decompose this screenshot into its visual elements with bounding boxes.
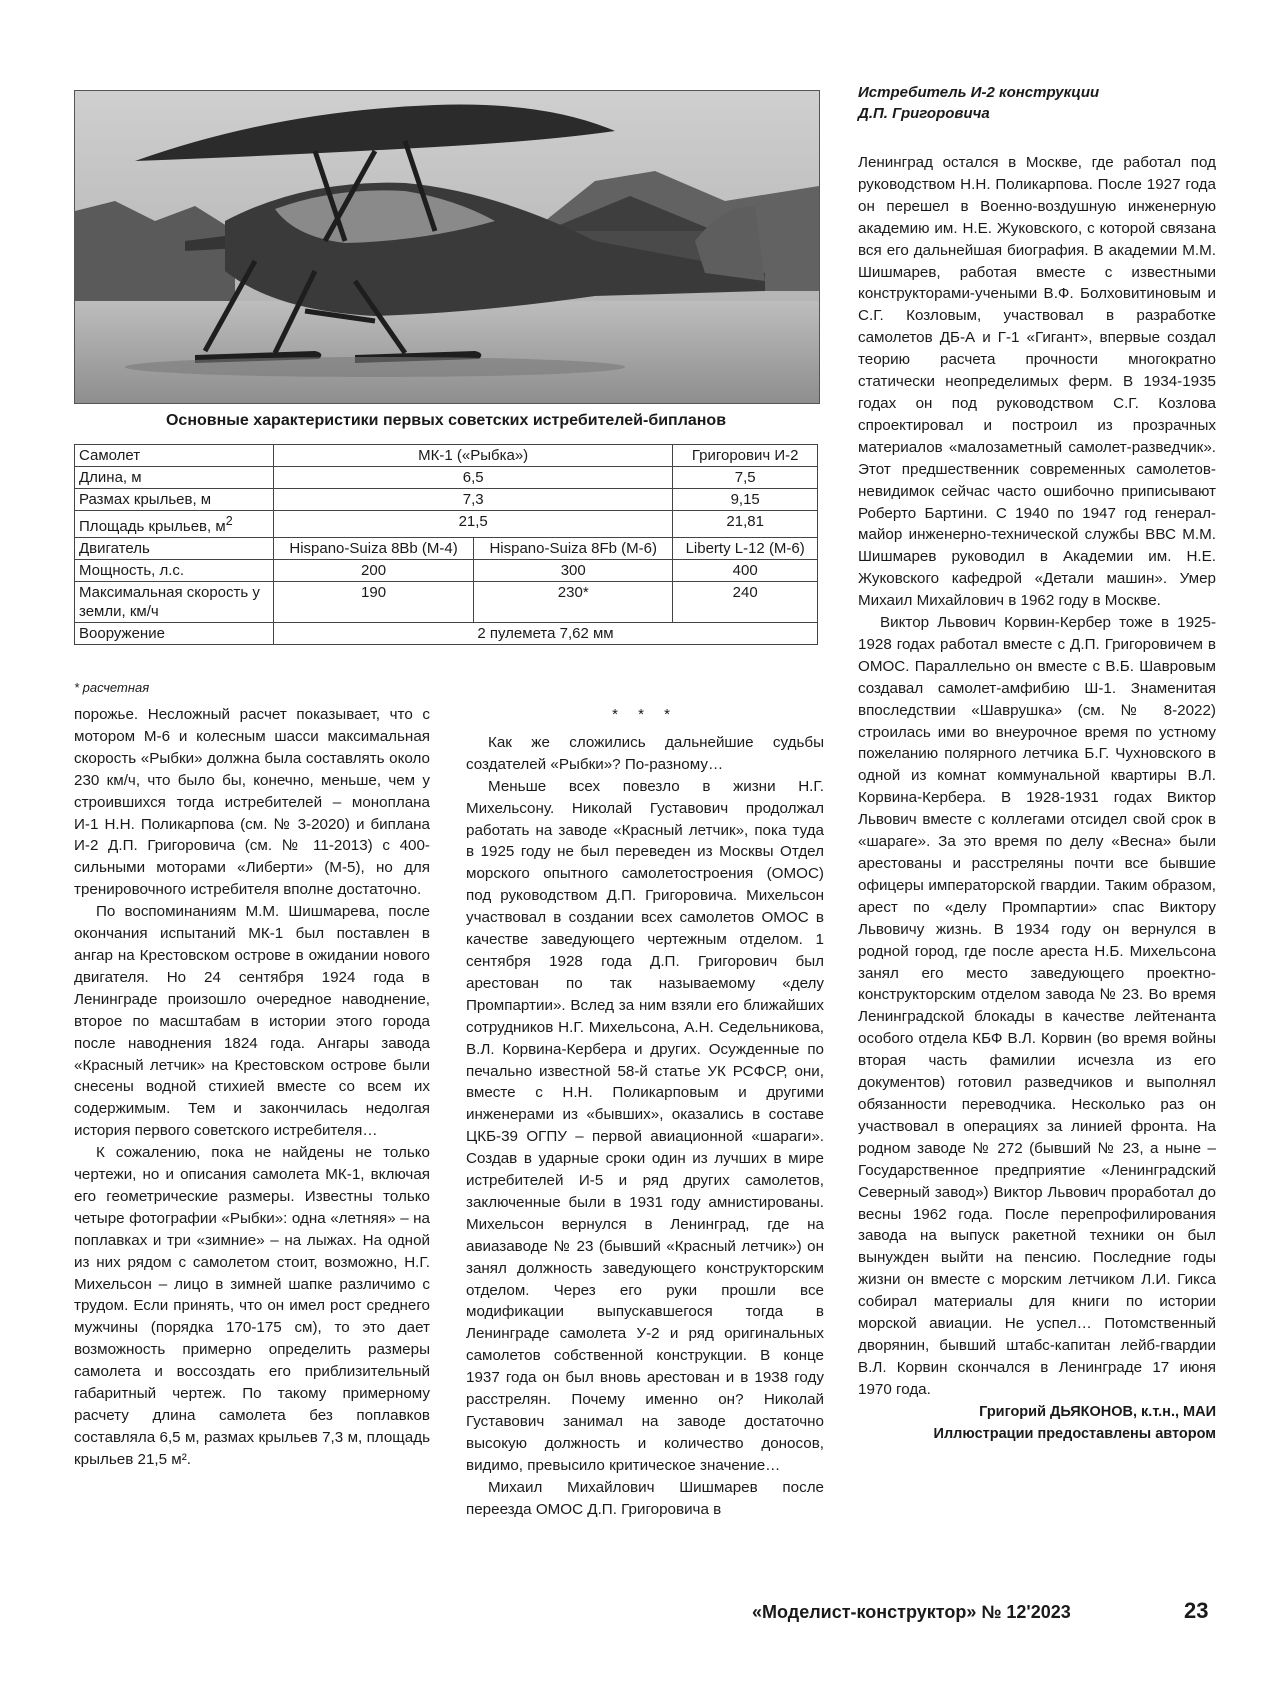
cell-mk1: 21,5 bbox=[274, 511, 673, 538]
table-row bbox=[75, 623, 818, 645]
table-title: Основные характеристики первых советских истребителей-бипланов bbox=[165, 412, 727, 429]
caption-line-2: Д.П. Григоровича bbox=[858, 105, 990, 122]
cell-mk1-a: Hispano-Suiza 8Bb (М-4) bbox=[274, 538, 474, 560]
table-row bbox=[75, 560, 818, 582]
text-column-1 bbox=[74, 704, 430, 1471]
row-label-sup: 2 bbox=[225, 514, 233, 528]
cell-mk1-b: 230* bbox=[474, 582, 673, 623]
table-row bbox=[75, 445, 818, 467]
spec-table bbox=[74, 444, 818, 645]
cell-i2: 240 bbox=[673, 582, 818, 623]
row-label: Вооружение bbox=[75, 623, 274, 645]
row-label bbox=[75, 511, 274, 538]
cell-i2: 9,15 bbox=[673, 489, 818, 511]
illustration-credits: Иллюстрации предоставлены автором bbox=[933, 1425, 1216, 1442]
text-column-2 bbox=[466, 704, 824, 1521]
table-row bbox=[75, 538, 818, 560]
cell-all: 2 пулемета 7,62 мм bbox=[274, 623, 818, 645]
cell-i2: 7,5 bbox=[673, 467, 818, 489]
cell-i2: 400 bbox=[673, 560, 818, 582]
cell-mk1: 7,3 bbox=[274, 489, 673, 511]
section-divider: * * * bbox=[612, 706, 678, 723]
paragraph: Ленинград остался в Москве, где работал под руководством Н.Н. Поликарпова. После 1927 года он перешел в Военно-воздушную инженерную академию им. Н.Е. Жуковского, с которой связана вся его дальнейшая биография. В академии М.М. Шишмарев, работая вместе с известными конструкторами-учеными В.Ф. Болховитиновым и С.Г. Козловым, участвовал в разработке самолетов ДБ-А и Г-1 «Гигант», впервые создал теорию расчета прочности многократно статически неопределимых ферм. В 1934-1935 годах он под руководством С.Г. Козлова спроектировал и построил из прозрачных материалов «малозаметный самолет-разведчик». Этот предшественник современных самолетов-невидимок сейчас часто ошибочно приписывают Роберто Бартини. С 1940 по 1947 год генерал-майор инженерно-технической службы ВВС М.М. Шишмарев руководил в Академии им. Н.Е. Жуковского кафедрой «Детали машин». Умер Михаил Михайлович в 1962 году в Москве. bbox=[858, 154, 1216, 610]
row-label: Длина, м bbox=[75, 467, 274, 489]
journal-title: «Моделист-конструктор» № 12'2023 bbox=[752, 1602, 1071, 1622]
text-column-3 bbox=[858, 152, 1216, 1445]
row-label-text: Площадь крыльев, м bbox=[79, 518, 226, 535]
cell-i2: Григорович И-2 bbox=[673, 445, 818, 467]
cell-mk1-a: 200 bbox=[274, 560, 474, 582]
table-footnote: * расчетная bbox=[74, 680, 150, 695]
author-signature: Григорий ДЬЯКОНОВ, к.т.н., МАИ bbox=[979, 1403, 1216, 1420]
paragraph: Михаил Михайлович Шишмарев после переезда ОМОС Д.П. Григоровича в bbox=[466, 1478, 824, 1518]
biplane-photo-image bbox=[75, 91, 819, 403]
cell-i2: Liberty L-12 (М-6) bbox=[673, 538, 818, 560]
table-row bbox=[75, 582, 818, 623]
paragraph: Меньше всех повезло в жизни Н.Г. Михельсону. Николай Густавович продолжал работать на заводе «Красный летчик», пока туда в 1925 году не был переведен из Москвы Отдел морского опытного самолетостроения (ОМОС) под руководством Д.П. Григоровича. Михельсон участвовал в создании всех самолетов ОМОС в качестве заведующего чертежным отделом. 1 сентября 1928 года Д.П. Григорович был арестован по так называемому «делу Промпартии». Вслед за ним взяли его ближайших сотрудников Н.Г. Михельсона, А.Н. Седельникова, В.Л. Корвина-Кербера и других. Осужденные по печально известной 58-й статье УК РСФСР, они, вместе с Н.Н. Поликарповым и другими инженерами из «бывших», оказались в составе ЦКБ-39 ОГПУ – первой авиационной «шараги». Создав в ударные сроки один из лучших в мире истребителей И-5 и ряд других самолетов, заключенные были в 1931 году амнистированы. Михельсон вернулся в Ленинград, где на авиазаводе № 23 (бывший «Красный летчик») он занял должность заведующего конструкторским отделом. Через его руки прошли все модификации выпускавшегося тогда в Ленинграде самолета У-2 и ряд оригинальных самолетов собственной конструкции. В конце 1937 года он был вновь арестован и в 1938 году расстрелян. Почему именно он? Николай Густавович занимал на заводе достаточно высокую должность и количество доносов, видимо, превысило критическое значение… bbox=[466, 777, 824, 1474]
photo-caption bbox=[858, 82, 1198, 124]
table-row bbox=[75, 467, 818, 489]
cell-mk1-b: 300 bbox=[474, 560, 673, 582]
page-number: 23 bbox=[1184, 1598, 1209, 1623]
table-row bbox=[75, 511, 818, 538]
paragraph: Как же сложились дальнейшие судьбы создателей «Рыбки»? По-разному… bbox=[466, 733, 824, 773]
paragraph: Виктор Львович Корвин-Кербер тоже в 1925-1928 годах работал вместе с Д.П. Григоровичем в ОМОС. Параллельно он вместе с В.Б. Шавровым создавал самолет-амфибию Ш-1. Знаменитая впоследствии «Шаврушка» (см. № 8-2022) строилась ими во внеурочное время по устному пожеланию полярного летчика Б.Г. Чухновского в одной из комнат коммунальной квартиры В.Л. Корвина-Кербера. В 1928-1931 годах Виктор Львович вместе с коллегами отсидел свой срок в «шараге». За это время по делу «Весна» были арестованы и расстреляны почти все бывшие офицеры императорской гвардии. Таким образом, арест по «делу Промпартии» спас Виктору Львовичу жизнь. В 1934 году он вернулся в родной город, где после ареста Н.Б. Михельсона занял его место заведующего проектно-конструкторским отделом завода № 23. Во время Ленинградской блокады в качестве лейтенанта особого отдела КБФ В.Л. Корвин (во время войны вторая часть фамилии исчезла из его документов) готовил разведчиков и выполнял обязанности переводчика. Несколько раз он участвовал в операциях за линией фронта. На родном заводе № 272 (бывший № 23, а ныне – Государственное предприятие «Ленинградский Северный завод») Виктор Львович проработал до весны 1962 года. После перепрофилирования завода на выпуск ракетной техники он был вынужден выйти на пенсию. Последние годы жизни он вместе с морским летчиком Л.И. Гикса собирал материалы для книги по истории морской авиации. Не успел… Потомственный дворянин, бывший штабс-капитан лейб-гвардии В.Л. Корвин скончался в Ленинграде 17 июня 1970 года. bbox=[858, 614, 1216, 1398]
row-label: Самолет bbox=[75, 445, 274, 467]
row-label: Мощность, л.с. bbox=[75, 560, 274, 582]
row-label: Максимальная скорость у земли, км/ч bbox=[75, 582, 274, 623]
biplane-photo bbox=[74, 90, 820, 404]
caption-line-1: Истребитель И-2 конструкции bbox=[858, 84, 1100, 101]
cell-i2: 21,81 bbox=[673, 511, 818, 538]
cell-mk1-a: 190 bbox=[274, 582, 474, 623]
row-label: Размах крыльев, м bbox=[75, 489, 274, 511]
cell-mk1: МК-1 («Рыбка») bbox=[274, 445, 673, 467]
row-label: Двигатель bbox=[75, 538, 274, 560]
paragraph: По воспоминаниям М.М. Шишмарева, после окончания испытаний МК-1 был поставлен в ангар на Крестовском острове в ожидании нового двигателя. Но 24 сентября 1924 года в Ленинграде произошло очередное наводнение, второе по масштабам в истории этого города после наводнения 1824 года. Ангары завода «Красный летчик» на Крестовском острове были снесены водной стихией вместе со всем их содержимым. Тем и закончилась недолгая история первого советского истребителя… bbox=[74, 903, 430, 1140]
cell-mk1: 6,5 bbox=[274, 467, 673, 489]
paragraph: К сожалению, пока не найдены не только чертежи, но и описания самолета МК-1, включая его геометрические размеры. Известны только четыре фотографии «Рыбки»: одна «летняя» – на поплавках и три «зимние» – на лыжах. На одной из них рядом с самолетом стоит, возможно, Н.Г. Михельсон – лицо в зимней шапке различимо с трудом. Если принять, что он имел рост среднего мужчины (порядка 170-175 см), то это дает возможность примерно определить размеры самолета и воссоздать его приблизительный габаритный чертеж. По такому примерному расчету длина самолета без поплавков составляла 6,5 м, размах крыльев 7,3 м, площадь крыльев 21,5 м². bbox=[74, 1144, 430, 1468]
cell-mk1-b: Hispano-Suiza 8Fb (М-6) bbox=[474, 538, 673, 560]
paragraph: порожье. Несложный расчет показывает, что с мотором М-6 и колесным шасси максимальная скорость «Рыбки» должна была составлять около 230 км/ч, что было бы, конечно, меньше, чем у строившихся тогда истребителей – моноплана И-1 Н.Н. Поликарпова (см. № 3-2020) и биплана И-2 Д.П. Григоровича (см. № 11-2013) с 400-сильными моторами «Либерти» (М-5), но для тренировочного истребителя вполне достаточно. bbox=[74, 706, 430, 899]
table-row bbox=[75, 489, 818, 511]
